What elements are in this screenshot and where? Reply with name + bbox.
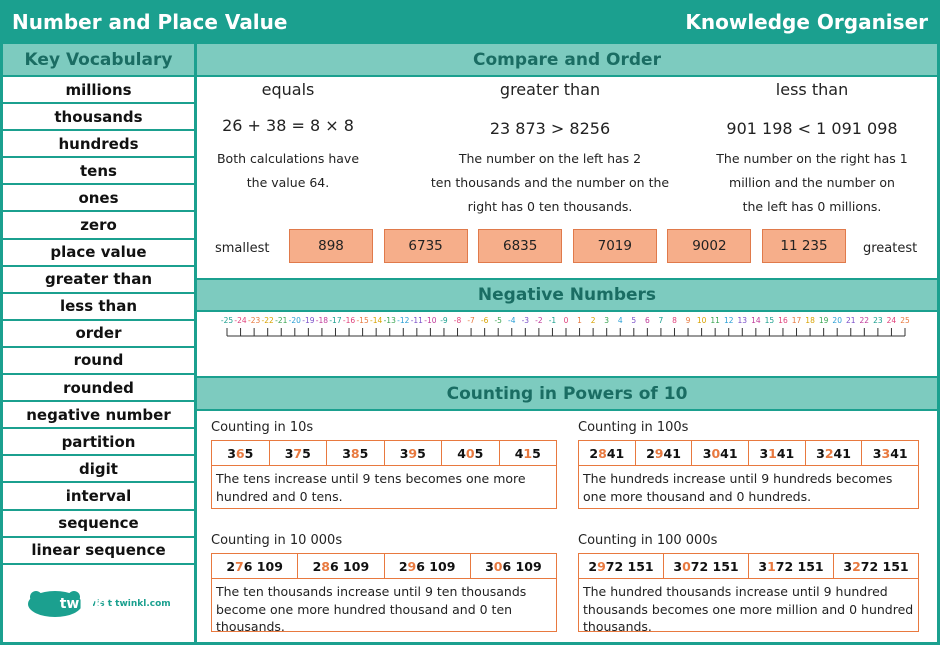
order-number-box: 6735	[384, 229, 468, 263]
number-line-label: -5	[494, 316, 502, 325]
highlighted-digit: 1	[767, 558, 776, 574]
number-line-label: -6	[480, 316, 489, 325]
digit-text: 3	[399, 445, 409, 461]
highlighted-digit: 9	[407, 558, 417, 574]
equals-expression: 26 + 38 = 8 × 8	[222, 116, 354, 135]
counting-cell	[579, 441, 636, 465]
digit-text: 41	[663, 445, 681, 461]
number-line-label: 21	[845, 316, 856, 325]
digit-text: 41	[776, 445, 795, 461]
digit-text: 2	[588, 558, 598, 574]
counting-cell	[442, 441, 500, 465]
digit-text: 3	[843, 558, 853, 574]
counting-block	[578, 533, 919, 632]
compare-section	[197, 44, 937, 278]
number-line-label: 13	[737, 316, 748, 325]
key-vocabulary-title: Key Vocabulary	[3, 44, 194, 77]
digit-text: 2	[589, 445, 599, 461]
number-line-label: 10	[696, 316, 707, 325]
counting-cell	[664, 554, 749, 578]
highlighted-digit: 9	[408, 445, 418, 461]
order-number-box: 7019	[573, 229, 657, 263]
counting-block	[211, 533, 557, 632]
vocabulary-item: millions	[3, 77, 194, 104]
number-line-label: -16	[342, 316, 356, 325]
highlighted-digit: 0	[682, 558, 691, 574]
vocabulary-item: sequence	[3, 511, 194, 538]
counting-explanation: The ten thousands increase until 9 ten thousands become one more hundred thousand and 0 ten thousands.	[211, 579, 557, 632]
equals-desc-line: the value 64.	[246, 175, 330, 190]
vocabulary-item: greater than	[3, 267, 194, 294]
number-line-label: 4	[617, 316, 623, 325]
less-than-expression: 901 198 < 1 091 098	[726, 119, 898, 138]
highlighted-digit: 3	[881, 445, 891, 461]
greater-desc-line: The number on the left has 2	[458, 151, 642, 166]
highlighted-digit: 0	[493, 558, 503, 574]
number-line-label: -7	[467, 316, 475, 325]
vocabulary-item: linear sequence	[3, 538, 194, 565]
counting-cell	[636, 441, 693, 465]
number-line-label: -3	[521, 316, 530, 325]
number-line-label: 2	[590, 316, 596, 325]
negative-numbers-title: Negative Numbers	[197, 280, 937, 312]
number-line-label: -19	[302, 316, 315, 325]
highlighted-digit: 2	[824, 445, 834, 461]
smallest-label: smallest	[215, 241, 270, 256]
counting-explanation: The tens increase until 9 tens becomes one more hundred and 0 tens.	[211, 466, 557, 509]
digit-text: 3	[758, 558, 768, 574]
ordering-row	[197, 229, 937, 265]
number-line-label: -13	[383, 316, 396, 325]
counting-block	[211, 420, 557, 509]
vocabulary-item: less than	[3, 294, 194, 321]
digit-text: 2	[398, 558, 408, 574]
greatest-label: greatest	[863, 241, 918, 256]
number-line-label: -17	[329, 316, 342, 325]
digit-text: 41	[606, 445, 625, 461]
number-line-label: 15	[764, 316, 775, 325]
greater-desc-line: right has 0 ten thousands.	[467, 199, 633, 214]
number-line-label: 20	[832, 316, 842, 325]
digit-text: 41	[890, 445, 908, 461]
order-number-box: 11 235	[762, 229, 846, 263]
counting-cell	[579, 554, 664, 578]
digit-text: 5	[532, 445, 541, 461]
highlighted-digit: 7	[293, 445, 303, 461]
counting-cell	[692, 441, 749, 465]
highlighted-digit: 8	[598, 445, 607, 461]
number-line-label: 5	[631, 316, 637, 325]
counting-cell	[270, 441, 328, 465]
twinkl-brand: twinkl	[59, 596, 109, 612]
digit-text: 3	[872, 445, 882, 461]
number-line-label: 7	[658, 316, 664, 325]
digit-text: 5	[417, 445, 426, 461]
number-line-label: 24	[886, 316, 897, 325]
digit-text: 2	[646, 445, 655, 461]
key-vocabulary-panel	[3, 44, 194, 642]
greater-than-title: greater than	[499, 80, 601, 99]
less-than-column	[711, 80, 913, 219]
order-number-box: 9002	[667, 229, 751, 263]
highlighted-digit: 8	[321, 558, 330, 574]
counting-cell	[327, 441, 385, 465]
less-than-title: less than	[775, 80, 849, 99]
counting-cell	[749, 554, 834, 578]
counting-explanation: The hundred thousands increase until 9 hundred thousands becomes one more million and 0 hundred thousands.	[578, 579, 919, 632]
counting-row	[578, 553, 919, 579]
number-line-label: -12	[397, 316, 410, 325]
digit-text: 6 109	[416, 558, 456, 574]
highlighted-digit: 0	[465, 445, 475, 461]
number-line-label: -9	[440, 316, 448, 325]
vocabulary-item: tens	[3, 158, 194, 185]
number-line-label: 14	[751, 316, 761, 325]
digit-text: 5	[474, 445, 484, 461]
vocabulary-item: order	[3, 321, 194, 348]
number-line-label: -4	[508, 316, 516, 325]
highlighted-digit: 2	[852, 558, 861, 574]
digit-text: 6 109	[330, 558, 370, 574]
digit-text: 3	[702, 445, 712, 461]
number-line-label: -22	[261, 316, 274, 325]
number-line-label: -23	[247, 316, 261, 325]
equals-desc-line: Both calculations have	[216, 151, 360, 166]
page-title: Number and Place Value	[12, 10, 288, 34]
equals-description	[197, 147, 379, 195]
number-line-label: 22	[859, 316, 870, 325]
counting-row	[211, 553, 557, 579]
number-line-label: 18	[805, 316, 815, 325]
vocabulary-item: digit	[3, 456, 194, 483]
counting-row	[578, 440, 919, 466]
counting-cell	[500, 441, 557, 465]
negative-numbers-section	[197, 280, 937, 376]
digit-text: 3	[816, 445, 825, 461]
vocabulary-item: negative number	[3, 402, 194, 429]
counting-label: Counting in 100s	[578, 420, 689, 435]
greater-desc-line: ten thousands and the number on the	[430, 175, 670, 190]
order-number-box: 6835	[478, 229, 562, 263]
number-line-label: 25	[900, 316, 910, 325]
digit-text: 3	[485, 558, 494, 574]
counting-cell	[749, 441, 806, 465]
vocabulary-item: partition	[3, 429, 194, 456]
digit-text: 2	[226, 558, 236, 574]
highlighted-digit: 7	[235, 558, 244, 574]
digit-text: 6 109	[502, 558, 542, 574]
vocabulary-item: place value	[3, 240, 194, 267]
highlighted-digit: 9	[654, 445, 664, 461]
number-line-label: 17	[791, 316, 802, 325]
counting-cell	[834, 554, 918, 578]
number-line-label: 12	[723, 316, 734, 325]
digit-text: 3	[342, 445, 351, 461]
number-line-label: -1	[548, 316, 557, 325]
highlighted-digit: 1	[768, 445, 777, 461]
counting-cell	[212, 554, 298, 578]
vocabulary-item: ones	[3, 185, 194, 212]
counting-cell	[862, 441, 918, 465]
greater-than-description	[419, 147, 681, 219]
number-line-label: -24	[234, 316, 247, 325]
counting-label: Counting in 100 000s	[578, 533, 718, 548]
number-line-label: -15	[356, 316, 369, 325]
number-line-label: -21	[275, 316, 288, 325]
powers-of-ten-section	[197, 378, 937, 642]
digit-text: 72 151	[690, 558, 739, 574]
greater-than-column	[419, 80, 681, 219]
vocabulary-list	[3, 77, 194, 565]
digit-text: 72 151	[860, 558, 909, 574]
order-number-box: 898	[289, 229, 373, 263]
digit-text: 6 109	[243, 558, 283, 574]
counting-cell	[212, 441, 270, 465]
digit-text: 41	[720, 445, 738, 461]
highlighted-digit: 6	[235, 445, 245, 461]
number-line	[197, 314, 937, 374]
number-line-label: 16	[778, 316, 788, 325]
vocabulary-item: interval	[3, 483, 194, 510]
counting-cell	[471, 554, 556, 578]
counting-cell	[385, 441, 443, 465]
counting-label: Counting in 10 000s	[211, 533, 343, 548]
header-bar	[0, 0, 940, 44]
less-desc-line: million and the number on	[729, 175, 895, 190]
less-desc-line: The number on the right has 1	[716, 151, 908, 166]
content-area	[197, 44, 937, 642]
number-line-label: 11	[710, 316, 720, 325]
counting-explanation: The hundreds increase until 9 hundreds becomes one more thousand and 0 hundreds.	[578, 466, 919, 509]
counting-cell	[298, 554, 384, 578]
digit-text: 72 151	[605, 558, 654, 574]
less-desc-line: the left has 0 millions.	[742, 199, 882, 214]
compare-title: Compare and Order	[197, 44, 937, 77]
digit-text: 41	[833, 445, 851, 461]
vocabulary-item: zero	[3, 212, 194, 239]
counting-cell	[806, 441, 863, 465]
counting-block	[578, 420, 919, 509]
counting-label: Counting in 10s	[211, 420, 314, 435]
equals-column	[197, 80, 379, 195]
highlighted-digit: 0	[711, 445, 721, 461]
number-line-label: 23	[873, 316, 883, 325]
number-line-label: 1	[577, 316, 582, 325]
number-line-label: 19	[818, 316, 829, 325]
digit-text: 5	[359, 445, 369, 461]
highlighted-digit: 9	[597, 558, 606, 574]
digit-text: 5	[244, 445, 254, 461]
number-line-label: 6	[644, 316, 650, 325]
number-line-label: -10	[424, 316, 437, 325]
highlighted-digit: 8	[350, 445, 360, 461]
highlighted-digit: 1	[523, 445, 533, 461]
vocabulary-item: rounded	[3, 375, 194, 402]
page-subtitle: Knowledge Organiser	[685, 10, 928, 34]
number-line-label: 9	[685, 316, 691, 325]
digit-text: 3	[673, 558, 683, 574]
equals-title: equals	[261, 80, 315, 99]
counting-row	[211, 440, 557, 466]
number-line-label: 0	[563, 316, 569, 325]
digit-text: 4	[457, 445, 466, 461]
number-line-label: -25	[220, 316, 234, 325]
twinkl-logo	[3, 566, 194, 642]
number-line-label: -20	[288, 316, 301, 325]
digit-text: 72 151	[775, 558, 824, 574]
digit-text: 2	[312, 558, 322, 574]
greater-than-expression: 23 873 > 8256	[489, 119, 611, 138]
number-line-label: -18	[315, 316, 329, 325]
visit-link[interactable]: visit twinkl.com	[90, 599, 171, 609]
digit-text: 3	[759, 445, 769, 461]
digit-text: 4	[514, 445, 524, 461]
vocabulary-item: hundreds	[3, 131, 194, 158]
number-line-label: -14	[370, 316, 383, 325]
digit-text: 5	[302, 445, 311, 461]
vocabulary-item: round	[3, 348, 194, 375]
less-than-description	[711, 147, 913, 219]
number-line-label: -11	[410, 316, 423, 325]
number-line-label: 3	[604, 316, 610, 325]
number-line-label: -8	[453, 316, 462, 325]
digit-text: 3	[227, 445, 236, 461]
digit-text: 3	[284, 445, 294, 461]
vocabulary-item: thousands	[3, 104, 194, 131]
counting-cell	[385, 554, 471, 578]
powers-of-ten-title: Counting in Powers of 10	[197, 378, 937, 411]
number-line-label: 8	[672, 316, 677, 325]
number-line-label: -2	[535, 316, 543, 325]
